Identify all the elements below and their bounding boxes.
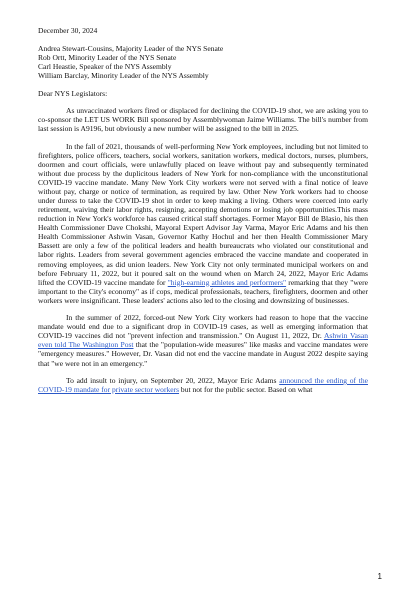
paragraph-text: In the fall of 2021, thousands of well-performing New York employees, including but not limited to firefighters, police officers, teachers, social workers, sanitation workers, medical doctors, nurses, plumbers, doormen and court officials, were unlawfully placed on leave without pay and subsequently terminated without due process by the duplicitous leaders of New York for non-compliance with the unconstitutional COVID-19 vaccine mandate. Many New York City workers were not served with a final notice of leave without pay, charge or notice of termination, as required by law. Other New York workers had to choose under duress to take the COVID-19 shot in order to keep making a living. Others were coerced into early retirement, waiving their labor rights, resigning, accepting demotions or losing job opportunities.This mass reduction in New York's workforce has caused critical staff shortages. Former Mayor Bill de Blasio, his then Health Commissioner Dave Chokshi, Mayoral Expert Advisor Jay Varma, Mayor Eric Adams and his then Health Commissioner Ashwin Vasan, Governor Kathy Hochul and her then Health Commissioner Mary Bassett are only a few of the political leaders and health bureaucrats who violated our constitutional and labor rights. Leaders from several government agencies embraced the vaccine mandate and cooperated in removing employees, as did union leaders. New York City not only terminated municipal workers on and before February 11, 2022, but it poured salt on the wound when on March 24, 2022, Mayor Eric Adams lifted the COVID-19 vaccine mandate for <box>38 141 368 287</box>
letter-body <box>38 26 368 403</box>
paragraph-2 <box>38 142 368 305</box>
paragraph-3 <box>38 313 368 367</box>
paragraph-1 <box>38 106 368 133</box>
paragraph-text: remarking that they "were important to the City's economy" as if cops, medical professionals, teachers, firefighters, doormen and other workers were insignificant. These leaders' actions also led to the closing and downsizing of businesses. <box>38 277 368 305</box>
paragraph-4 <box>38 376 368 394</box>
paragraph-text: In the summer of 2022, forced-out New York City workers had reason to hope that the vaccine mandate would end due to a significant drop in COVID-19 cases, as well as emerging information that COVID-19 vaccines did not "prevent infection and transmission." On August 11, 2022, Dr. <box>38 313 368 341</box>
private-sector-mandate-link[interactable]: announced the ending of the COVID-19 mandate for private sector workers <box>38 376 368 395</box>
recipient-line: Rob Ortt, Minority Leader of the NYS Senate <box>38 53 177 63</box>
paragraph-text: To add insult to injury, on September 20, 2022, Mayor Eric Adams <box>66 376 280 386</box>
paragraph-text: but not for the public sector. Based on what <box>179 385 313 395</box>
recipient-line: Andrea Stewart-Cousins, Majority Leader of the NYS Senate <box>38 44 224 54</box>
recipient-line: Carl Heastie, Speaker of the NYS Assembly <box>38 62 172 72</box>
letter-date: December 30, 2024 <box>38 26 98 35</box>
paragraph-text: that the "population-wide measures" like masks and vaccine mandates were "emergency measures." However, Dr. Vasan did not end the vaccine mandate in August 2022 despite saying that "we were not in an emergency." <box>38 340 368 368</box>
athletes-performers-link[interactable]: "high-earning athletes and performers" <box>167 277 287 287</box>
recipient-list <box>38 44 368 80</box>
paragraph-text: As unvaccinated workers fired or displaced for declining the COVID-19 shot, we are asking you to co-sponsor the LET US WORK Bill sponsored by Assemblywoman Jaime Williams. The bill's number from last session is A9196, but obviously a new number will be assigned to the bill in 2025. <box>38 106 368 134</box>
salutation: Dear NYS Legislators: <box>38 89 108 99</box>
washington-post-link[interactable]: Ashwin Vasan even told The Washington Post <box>38 331 368 350</box>
page-number: 1 <box>377 572 382 581</box>
recipient-line: William Barclay, Minority Leader of the NYS Assembly <box>38 71 209 81</box>
